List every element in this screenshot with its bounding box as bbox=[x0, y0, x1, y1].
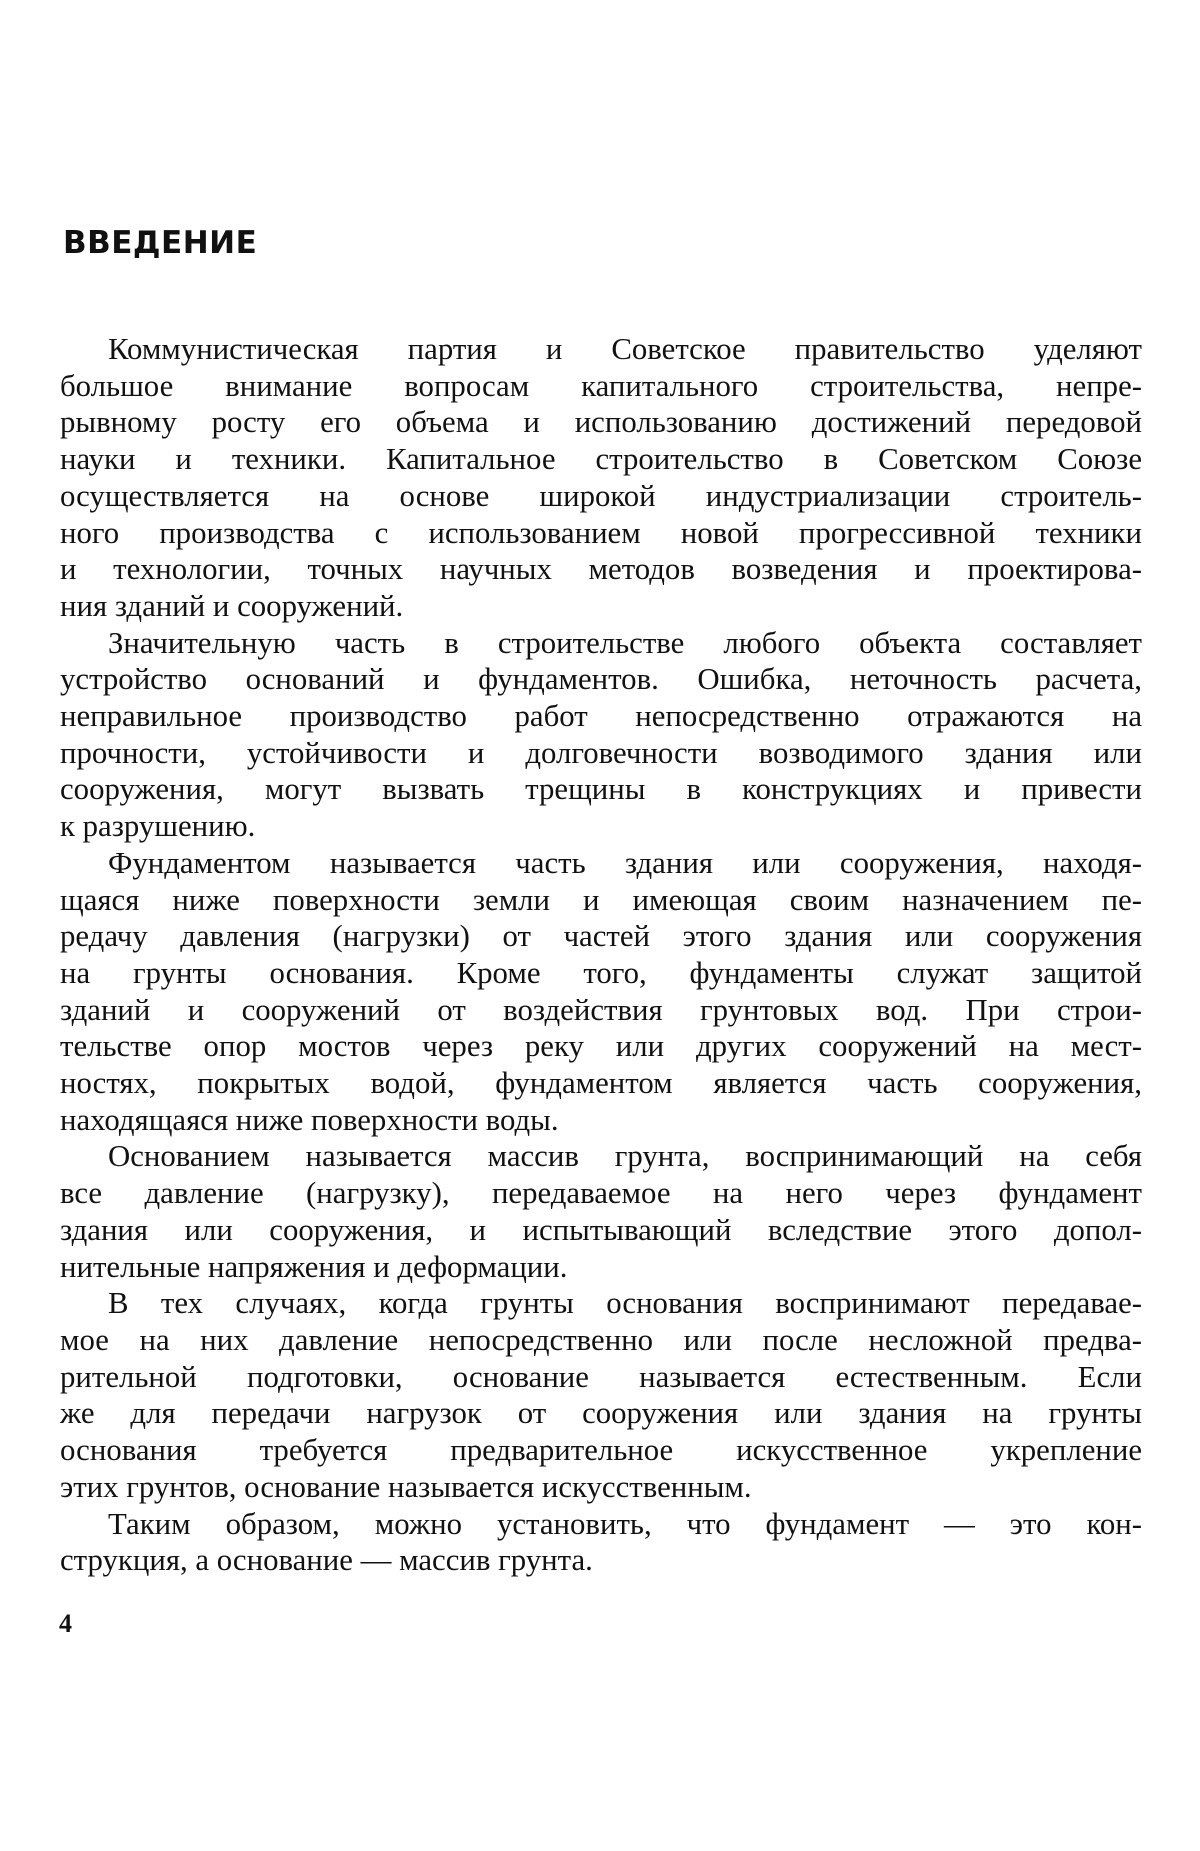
text-line: к разрушению. bbox=[60, 809, 256, 844]
text-line: щаяся ниже поверхности земли и имеющая своим назначением пе- bbox=[60, 882, 1142, 917]
text-line: ного производства с использованием новой прогрессивной техники bbox=[60, 515, 1142, 550]
text-line: устройство оснований и фундаментов. Ошибка, неточность расчета, bbox=[60, 662, 1142, 697]
paragraph bbox=[60, 1138, 1142, 1285]
text-line: этих грунтов, основание называется искусственным. bbox=[60, 1469, 752, 1504]
text-line: ностях, покрытых водой, фундаментом является часть сооружения, bbox=[60, 1066, 1142, 1101]
text-line: Таким образом, можно установить, что фундамент — это кон- bbox=[108, 1506, 1142, 1541]
text-line: Значительную часть в строительстве любого объекта составляет bbox=[108, 625, 1142, 660]
text-line: Фундаментом называется часть здания или сооружения, находя- bbox=[108, 845, 1142, 880]
text-line: Коммунистическая партия и Советское правительство уделяют bbox=[108, 332, 1142, 366]
text-line: мое на них давление непосредственно или после несложной предва- bbox=[60, 1322, 1142, 1357]
text-line: струкция, а основание — массив грунта. bbox=[60, 1543, 593, 1578]
paragraph bbox=[60, 845, 1142, 1139]
text-line: основания требуется предварительное искусственное укрепление bbox=[60, 1433, 1142, 1468]
text-line: неправильное производство работ непосредственно отражаются на bbox=[60, 699, 1142, 734]
text-line: зданий и сооружений от воздействия грунтовых вод. При строи- bbox=[60, 992, 1142, 1027]
paragraph bbox=[60, 1506, 1142, 1579]
text-line: нительные напряжения и деформации. bbox=[60, 1249, 568, 1284]
text-line: сооружения, могут вызвать трещины в конструкциях и привести bbox=[60, 772, 1142, 807]
text-line: В тех случаях, когда грунты основания воспринимают передавае- bbox=[108, 1286, 1142, 1321]
text-line: Основанием называется массив грунта, воспринимающий на себя bbox=[108, 1139, 1142, 1174]
text-line: же для передачи нагрузок от сооружения или здания на грунты bbox=[60, 1396, 1142, 1431]
paragraph bbox=[60, 1285, 1142, 1505]
text-line: редачу давления (нагрузки) от частей этого здания или сооружения bbox=[60, 919, 1142, 954]
text-line: рывному росту его объема и использованию достижений передовой bbox=[60, 405, 1142, 440]
text-line: тельстве опор мостов через реку или других сооружений на мест- bbox=[60, 1029, 1142, 1064]
text-line: рительной подготовки, основание называется естественным. Если bbox=[60, 1359, 1142, 1394]
paragraph bbox=[60, 331, 1142, 625]
text-line: все давление (нагрузку), передаваемое на него через фундамент bbox=[60, 1176, 1142, 1211]
text-line: находящаяся ниже поверхности воды. bbox=[60, 1102, 559, 1137]
text-line: здания или сооружения, и испытывающий вследствие этого допол- bbox=[60, 1212, 1142, 1247]
text-line: на грунты основания. Кроме того, фундаменты служат защитой bbox=[60, 955, 1142, 990]
page-number: 4 bbox=[59, 1609, 72, 1638]
text-line: большое внимание вопросам капитального строительства, непре- bbox=[60, 368, 1142, 403]
section-heading: ВВЕДЕНИЕ bbox=[63, 225, 258, 261]
text-line: прочности, устойчивости и долговечности возводимого здания или bbox=[60, 735, 1142, 770]
text-line: науки и техники. Капитальное строительство в Советском Союзе bbox=[60, 442, 1142, 477]
text-line: ния зданий и сооружений. bbox=[60, 588, 404, 623]
text-line: осуществляется на основе широкой индустриализации строитель- bbox=[60, 478, 1142, 513]
text-line: и технологии, точных научных методов возведения и проектирова- bbox=[60, 552, 1142, 587]
body-text bbox=[60, 331, 1142, 1579]
paragraph bbox=[60, 625, 1142, 845]
